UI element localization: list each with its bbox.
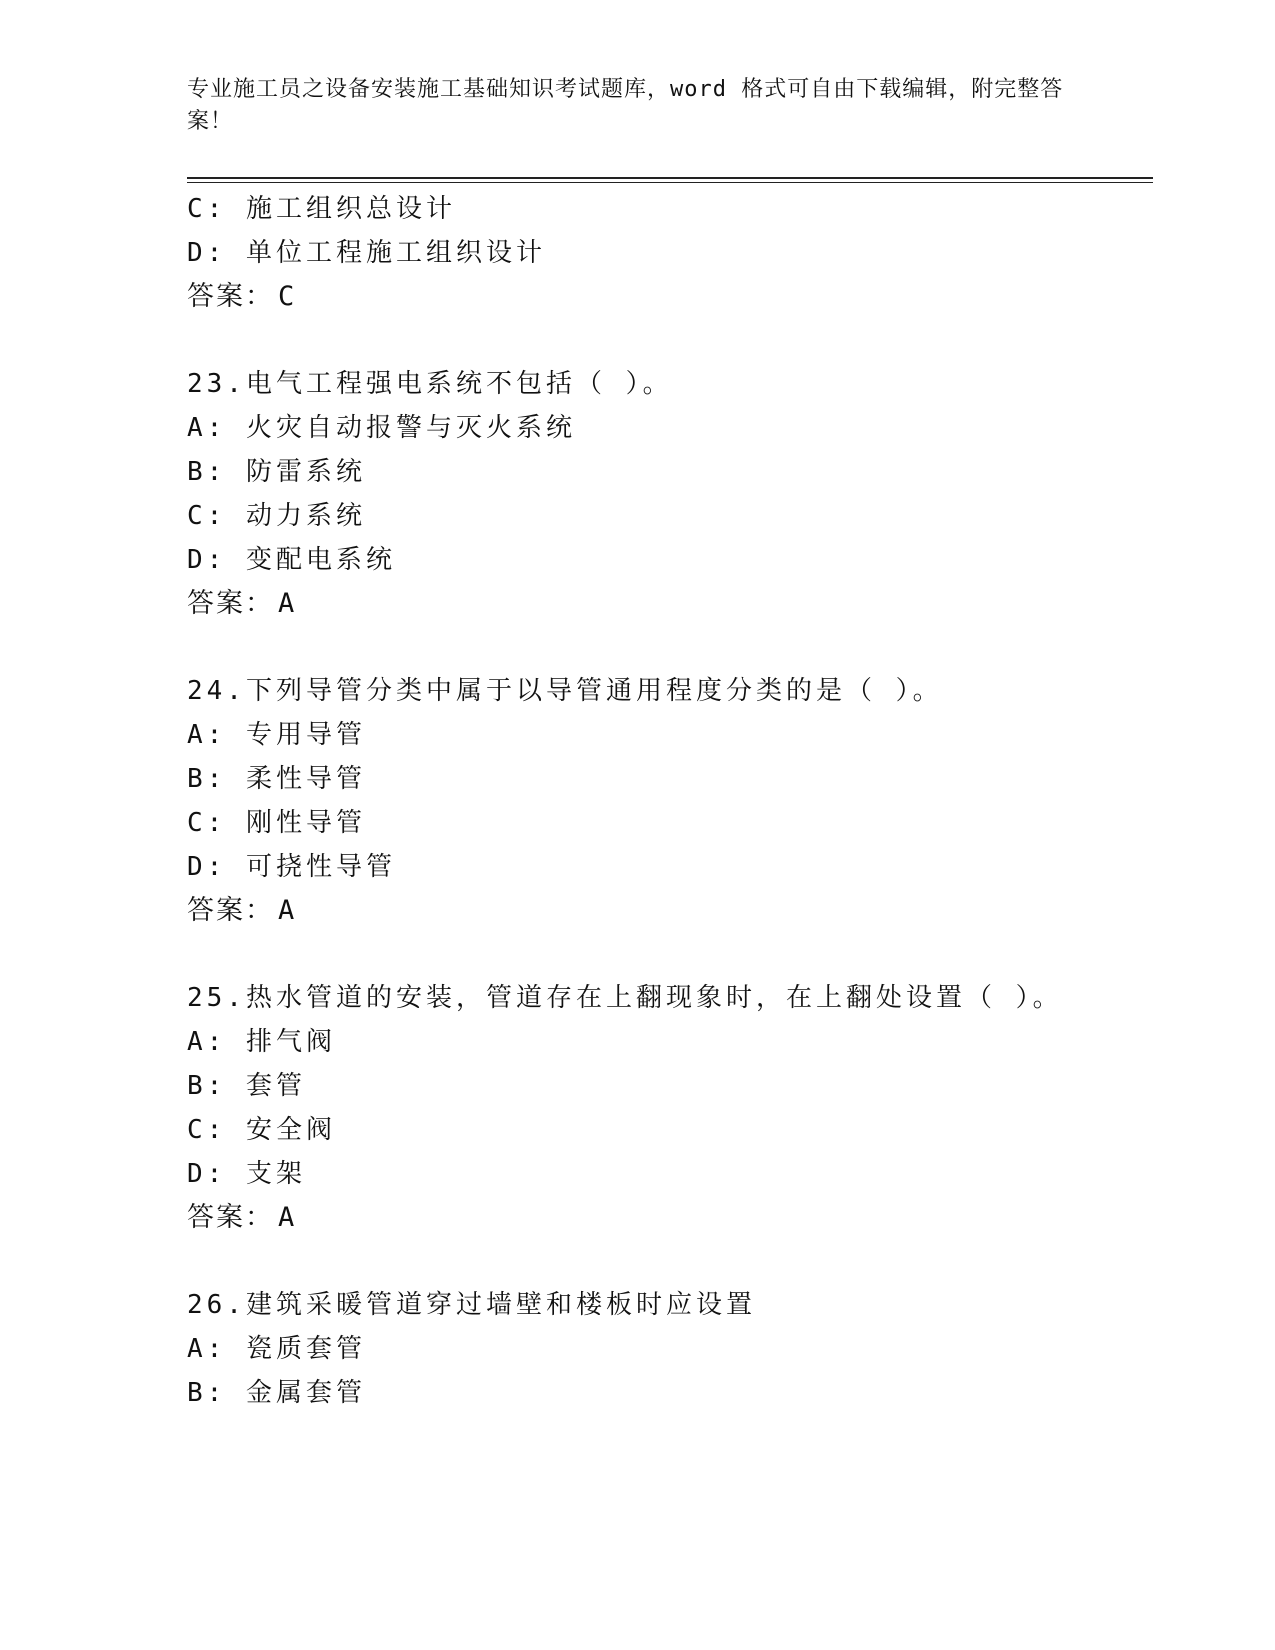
answer-line: [187, 1201, 296, 1235]
option-a: A: 排气阀: [187, 1027, 336, 1057]
option-c: C: 施工组织总设计: [187, 194, 456, 224]
answer-line: [187, 894, 296, 928]
answer-value: A: [278, 895, 297, 926]
question-stem: 23.电气工程强电系统不包括（ ）。: [187, 369, 673, 399]
document-header: 专业施工员之设备安装施工基础知识考试题库，word 格式可自由下载编辑，附完整答案！: [187, 77, 1064, 134]
option-a: A: 瓷质套管: [187, 1334, 366, 1364]
option-a: A: 专用导管: [187, 720, 366, 750]
option-b: B: 防雷系统: [187, 457, 366, 487]
answer-label: 答案：: [187, 895, 274, 926]
header-divider-thin: [187, 182, 1153, 183]
option-c: C: 刚性导管: [187, 808, 366, 838]
answer-line: [187, 587, 296, 621]
option-d: D: 支架: [187, 1159, 306, 1189]
option-c: C: 动力系统: [187, 501, 366, 531]
question-stem: 26.建筑采暖管道穿过墙壁和楼板时应设置: [187, 1290, 756, 1320]
option-b: B: 套管: [187, 1071, 306, 1101]
answer-label: 答案：: [187, 588, 274, 619]
answer-line: [187, 280, 296, 314]
option-c: C: 安全阀: [187, 1115, 336, 1145]
answer-value: A: [278, 588, 297, 619]
answer-label: 答案：: [187, 281, 274, 312]
question-stem: 25.热水管道的安装，管道存在上翻现象时，在上翻处设置（ ）。: [187, 983, 1063, 1013]
option-b: B: 柔性导管: [187, 764, 366, 794]
question-stem: 24.下列导管分类中属于以导管通用程度分类的是（ ）。: [187, 676, 943, 706]
answer-label: 答案：: [187, 1202, 274, 1233]
answer-value: C: [278, 281, 297, 312]
option-d: D: 变配电系统: [187, 545, 396, 575]
answer-value: A: [278, 1202, 297, 1233]
option-b: B: 金属套管: [187, 1378, 366, 1408]
option-d: D: 单位工程施工组织设计: [187, 238, 546, 268]
header-divider: [187, 177, 1153, 179]
option-d: D: 可挠性导管: [187, 852, 396, 882]
option-a: A: 火灾自动报警与灭火系统: [187, 413, 576, 443]
